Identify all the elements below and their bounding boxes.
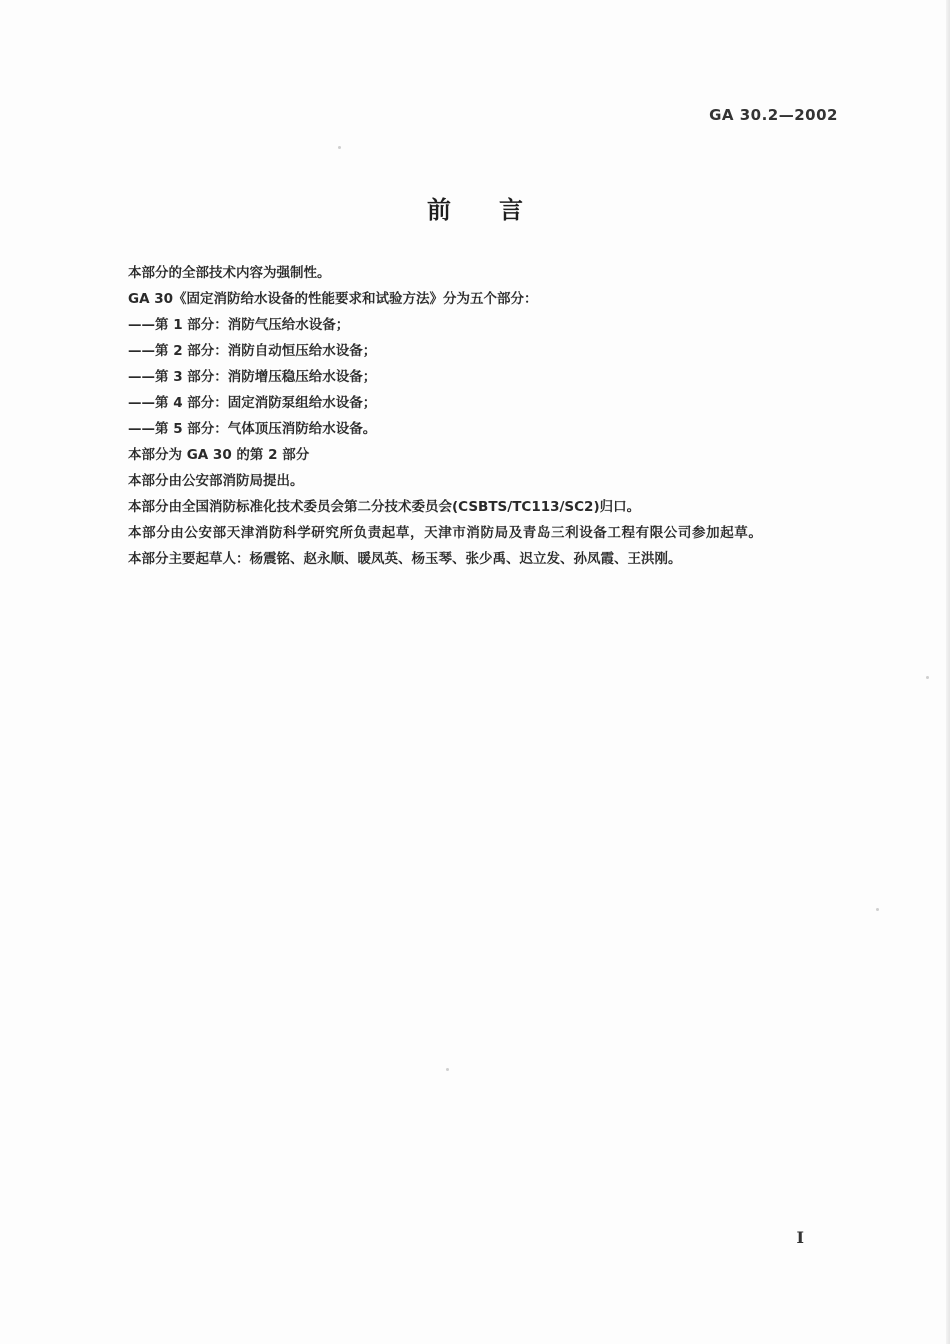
scan-speck xyxy=(876,908,879,911)
scan-speck xyxy=(926,676,929,679)
page-title: 前言 xyxy=(427,196,571,224)
scan-speck xyxy=(446,1068,449,1071)
list-item-part-4: ——第 4 部分：固定消防泵组给水设备； xyxy=(128,395,377,411)
scan-speck xyxy=(338,146,341,149)
scan-edge-shadow xyxy=(946,0,950,1344)
paragraph-drafters: 本部分主要起草人：杨震铭、赵永顺、暖凤英、杨玉琴、张少禹、迟立发、孙凤霞、王洪刚。 xyxy=(128,551,682,567)
paragraph-this-part: 本部分为 GA 30 的第 2 部分 xyxy=(128,447,310,463)
foreword-body xyxy=(88,260,848,572)
paragraph-mandatory: 本部分的全部技术内容为强制性。 xyxy=(128,265,331,281)
page-number: I xyxy=(796,1228,804,1247)
paragraph-drafted-by: 本部分由公安部天津消防科学研究所负责起草，天津市消防局及青岛三利设备工程有限公司参加起草。 xyxy=(128,525,763,541)
paragraph-proposed-by: 本部分由公安部消防局提出。 xyxy=(128,473,304,489)
paragraph-centralized-by: 本部分由全国消防标准化技术委员会第二分技术委员会(CSBTS/TC113/SC2)归口。 xyxy=(128,499,641,515)
list-item-part-3: ——第 3 部分：消防增压稳压给水设备； xyxy=(128,369,377,385)
list-item-part-2: ——第 2 部分：消防自动恒压给水设备； xyxy=(128,343,377,359)
list-item-part-1: ——第 1 部分：消防气压给水设备； xyxy=(128,317,350,333)
paragraph-parts-intro: GA 30《固定消防给水设备的性能要求和试验方法》分为五个部分： xyxy=(128,291,538,307)
list-item-part-5: ——第 5 部分：气体顶压消防给水设备。 xyxy=(128,421,377,437)
standard-code: GA 30.2—2002 xyxy=(709,106,838,124)
